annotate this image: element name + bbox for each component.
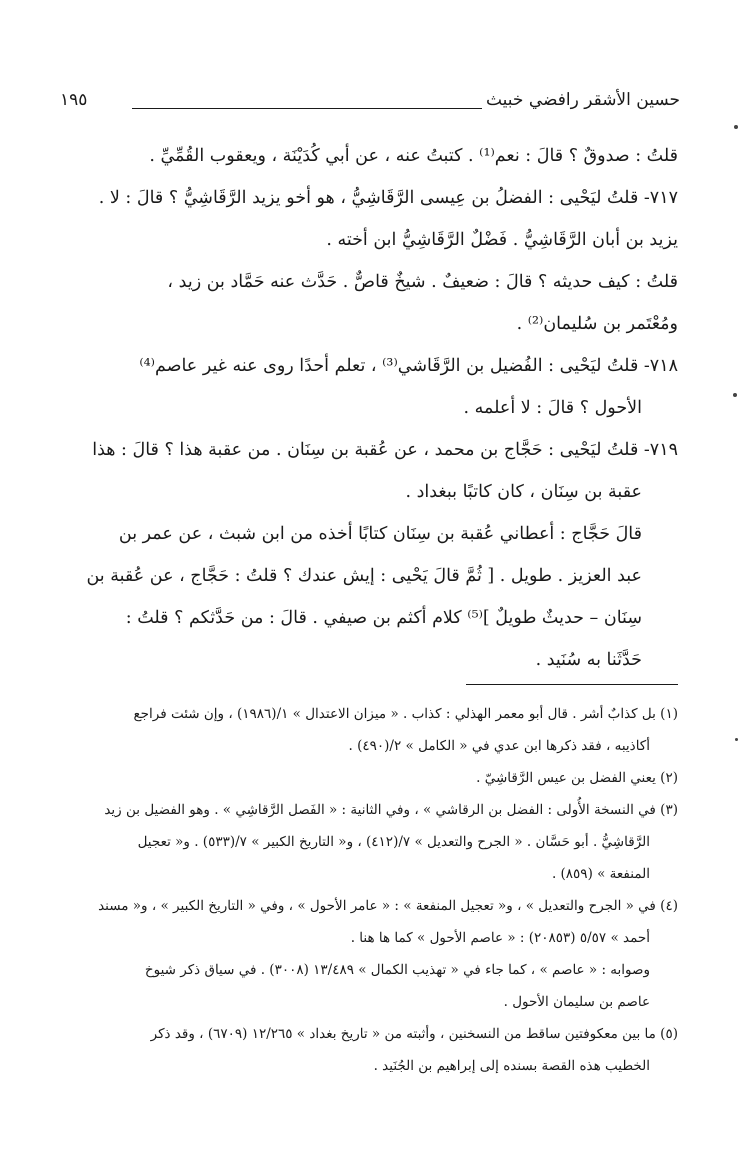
scan-speck <box>735 738 738 741</box>
footnote-line: أحمد » ٥/٥٧ (٢٠٨٥٣) : « عاصم الأحول » كما ها هنا . <box>350 930 650 946</box>
body-line: قلتُ : كيف حديثه ؟ قالَ : ضعيفٌ . شيخٌ قاصٌّ . حَدَّث عنه حَمَّاد بن زيد ، <box>167 272 678 292</box>
footnote-line: (٥) ما بين معكوفتين ساقط من النسخنين ، وأثبته من « تاريخ بغداد » ١٢/٢٦٥ (٦٧٠٩) ، وقد ذكر <box>150 1026 678 1042</box>
body-line: يزيد بن أبان الرَّقَاشِيُّ . فَضْلٌ الرَّقَاشِيُّ ابن أخته . <box>326 230 678 250</box>
body-line: الأحول ؟ قالَ : لا أعلمه . <box>463 398 642 418</box>
footnote-line: المنفعة » (٨٥٩) . <box>551 866 650 882</box>
footnote-line: الرَّقاشِيُّ . أبو حَسَّان . « الجرح والتعديل » ٧/(٤١٢) ، و« التاريخ الكبير » ٧/(٥٣٣) . و« تعجيل <box>137 834 650 850</box>
footnote-line: وصوابه : « عاصم » ، كما جاء في « تهذيب الكمال » ١٣/٤٨٩ (٣٠٠٨) . في سياق ذكر شيوخ <box>144 962 650 978</box>
scan-speck <box>734 125 738 129</box>
body-line: ومُعْتَمر بن سُليمان⁽²⁾ . <box>516 314 678 334</box>
page-number: ١٩٥ <box>60 90 88 110</box>
header-rule <box>132 108 482 109</box>
footnote-line: (٢) يعني الفضل بن عيس الرَّقاشِيّ . <box>476 770 678 786</box>
body-line: عقبة بن سِنَان ، كان كاتبًا ببغداد . <box>405 482 642 502</box>
footnote-line: عاصم بن سليمان الأحول . <box>503 994 650 1010</box>
footnote-line: (١) بل كذابٌ أشر . قال أبو معمر الهذلي : كذاب . « ميزان الاعتدال » ١/(١٩٨٦) ، وإن شئت فراجع <box>133 706 678 722</box>
body-line: سِنَان – حديثٌ طويلٌ ]⁽⁵⁾ كلام أكثم بن صيفي . قالَ : من حَدَّثكم ؟ قلتُ : <box>125 608 642 628</box>
footnote-line: (٤) في « الجرح والتعديل » ، و« تعجيل المنفعة » : « عامر الأحول » ، وفي « التاريخ الكبير » ، و« مسند <box>98 898 678 914</box>
body-line: حَدَّثَنا به سُنَيد . <box>535 650 642 670</box>
footnote-line: (٣) في النسخة الأُولى : الفضل بن الرقاشي » ، وفي الثانية : « الفَصل الرَّقاشِي » . وهو الفضيل بن زيد <box>104 802 678 818</box>
body-line: ٧١٩- قلتُ ليَحْيى : حَجَّاج بن محمد ، عن عُقبة بن سِنَان . من عقبة هذا ؟ قالَ : هذا <box>92 440 678 460</box>
footnote-line: الخطيب هذه القصة بسنده إلى إبراهيم بن الجُنَيد . <box>373 1058 650 1074</box>
scan-speck <box>733 393 737 397</box>
body-line: عبد العزيز . طويل . [ ثُمَّ قالَ يَحْيى : إيش عندك ؟ قلتُ : حَجَّاج ، عن عُقبة بن <box>86 566 642 586</box>
body-line: ٧١٧- قلتُ ليَحْيى : الفضلُ بن عِيسى الرَّقَاشِيُّ ، هو أخو يزيد الرَّقَاشِيُّ ؟ قالَ : لا . <box>98 188 678 208</box>
body-line: قالَ حَجَّاج : أعطاني عُقبة بن سِنَان كتابًا أخذه من ابن شبث ، عن عمر بن <box>118 524 642 544</box>
page-header <box>60 90 680 120</box>
footnote-line: أكاذيبه ، فقد ذكرها ابن عدي في « الكامل » ٢/(٤٩٠) . <box>348 738 650 754</box>
body-line: ٧١٨- قلتُ ليَحْيى : الفُضيل بن الرَّقَاشي⁽³⁾ ، تعلم أحدًا روى عنه غير عاصم⁽⁴⁾ <box>139 356 678 376</box>
body-line: قلتُ : صدوقٌ ؟ قالَ : نعم⁽¹⁾ . كتبتُ عنه ، عن أبي كُدَيْنَة ، ويعقوب القُمِّيِّ . <box>149 146 678 166</box>
footnote-separator <box>466 684 678 685</box>
running-title: حسين الأشقر رافضي خبيث <box>485 90 680 110</box>
